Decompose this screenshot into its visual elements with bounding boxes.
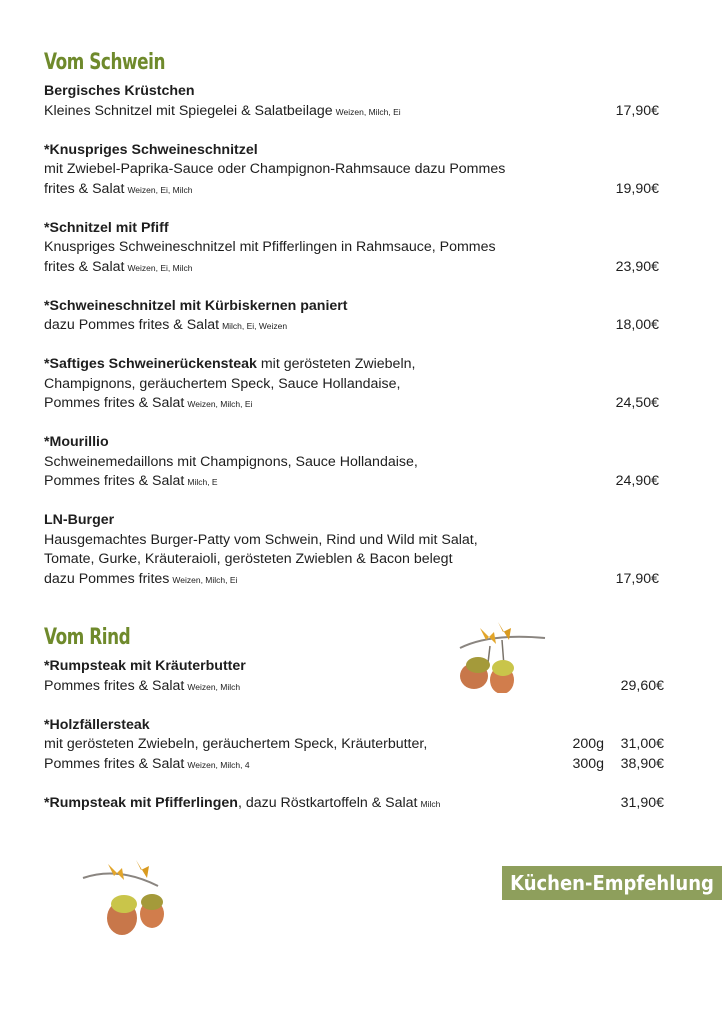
item-price: 17,90€ bbox=[615, 102, 659, 119]
menu-item bbox=[44, 297, 659, 336]
item-description-line bbox=[44, 550, 659, 570]
item-name: Bergisches Krüstchen bbox=[44, 83, 195, 99]
item-name: *Saftiges Schweinerückensteak bbox=[44, 356, 257, 372]
item-description-line bbox=[44, 180, 659, 200]
item-description-line bbox=[44, 531, 659, 551]
menu-item bbox=[44, 433, 659, 492]
item-title-line bbox=[44, 716, 664, 736]
item-allergens: Weizen, Ei, Milch bbox=[127, 184, 193, 195]
item-description-line bbox=[44, 238, 659, 258]
item-description-line bbox=[44, 677, 664, 697]
item-name-tail: mit gerösteten Zwiebeln, bbox=[256, 356, 416, 372]
item-allergens: Weizen, Milch, 4 bbox=[187, 759, 250, 770]
item-allergens: Weizen, Milch bbox=[187, 681, 241, 692]
menu-item bbox=[44, 219, 659, 278]
item-name: *Rumpsteak mit Pfifferlingen bbox=[44, 794, 238, 811]
item-description-line bbox=[44, 258, 659, 278]
item-description-line bbox=[44, 570, 659, 590]
item-description: dazu Pommes frites bbox=[44, 570, 170, 587]
item-title-line bbox=[44, 297, 659, 317]
item-description-line bbox=[44, 755, 664, 775]
item-allergens: Milch, E bbox=[187, 477, 218, 487]
item-price: 17,90€ bbox=[615, 570, 659, 587]
item-description-line bbox=[44, 375, 659, 395]
item-description-line bbox=[44, 160, 659, 180]
item-title-line bbox=[44, 794, 664, 814]
item-price: 31,00€ bbox=[620, 736, 664, 752]
menu-item bbox=[44, 716, 664, 775]
item-name: *Rumpsteak mit Kräuterbutter bbox=[44, 658, 246, 674]
item-price: 38,90€ bbox=[620, 755, 664, 772]
section-heading: Vom Schwein bbox=[44, 50, 166, 75]
menu-item bbox=[44, 794, 664, 814]
item-name: *Mourillio bbox=[44, 434, 109, 450]
item-allergens: Milch bbox=[420, 798, 441, 809]
item-description: Schweinemedaillons mit Champignons, Sauce Hollandaise, bbox=[44, 453, 418, 470]
item-allergens: Weizen, Milch, Ei bbox=[172, 574, 238, 585]
item-description: dazu Pommes frites & Salat bbox=[44, 317, 220, 333]
item-price: 29,60€ bbox=[620, 677, 664, 694]
item-allergens: Weizen, Milch, Ei bbox=[187, 399, 253, 409]
menu-item bbox=[44, 355, 659, 414]
menu-item bbox=[44, 82, 659, 121]
item-description: Champignons, geräuchertem Speck, Sauce Hollandaise, bbox=[44, 375, 401, 392]
item-description-line bbox=[44, 102, 659, 122]
item-price: 31,90€ bbox=[620, 794, 664, 811]
item-description: Pommes frites & Salat bbox=[44, 473, 185, 489]
section-heading: Vom Rind bbox=[44, 625, 131, 650]
item-description: frites & Salat bbox=[44, 180, 125, 197]
acorn-illustration-icon bbox=[78, 856, 188, 941]
item-size: 200g bbox=[572, 736, 604, 752]
item-description: mit gerösteten Zwiebeln, geräuchertem Speck, Kräuterbutter, bbox=[44, 736, 428, 752]
item-price: 24,90€ bbox=[615, 473, 659, 489]
item-description-line bbox=[44, 735, 664, 755]
item-description-line bbox=[44, 472, 659, 492]
item-title-line bbox=[44, 219, 659, 239]
item-allergens: Milch, Ei, Weizen bbox=[222, 321, 288, 331]
item-price: 19,90€ bbox=[615, 180, 659, 197]
item-allergens: Weizen, Milch, Ei bbox=[335, 106, 401, 117]
item-description: Hausgemachtes Burger-Patty vom Schwein, Rind und Wild mit Salat, bbox=[44, 531, 478, 548]
acorn-illustration-icon bbox=[440, 618, 550, 693]
item-description: frites & Salat bbox=[44, 258, 125, 275]
menu-item bbox=[44, 511, 659, 589]
item-title-line bbox=[44, 82, 659, 102]
item-description-line bbox=[44, 453, 659, 473]
item-title-line bbox=[44, 355, 659, 375]
item-description: mit Zwiebel-Paprika-Sauce oder Champignon-Rahmsauce dazu Pommes bbox=[44, 161, 506, 177]
item-description-line bbox=[44, 394, 659, 414]
item-title-line bbox=[44, 511, 659, 531]
item-description-line bbox=[44, 316, 659, 336]
kuechen-empfehlung-badge: Küchen-Empfehlung bbox=[502, 866, 722, 900]
item-name: *Schnitzel mit Pfiff bbox=[44, 219, 169, 236]
item-description: Knuspriges Schweineschnitzel mit Pfifferlingen in Rahmsauce, Pommes bbox=[44, 239, 496, 255]
item-name-tail: , dazu Röstkartoffeln & Salat bbox=[237, 794, 418, 811]
item-allergens: Weizen, Ei, Milch bbox=[127, 262, 193, 273]
item-name: *Knuspriges Schweineschnitzel bbox=[44, 141, 258, 158]
item-size: 300g bbox=[572, 755, 604, 772]
item-description: Kleines Schnitzel mit Spiegelei & Salatbeilage bbox=[44, 102, 333, 119]
item-title-line bbox=[44, 141, 659, 161]
item-title-line bbox=[44, 433, 659, 453]
section-vom-rind bbox=[44, 621, 664, 833]
item-description: Pommes frites & Salat bbox=[44, 677, 185, 694]
item-name: *Schweineschnitzel mit Kürbiskernen paniert bbox=[44, 297, 348, 314]
menu-item bbox=[44, 657, 664, 696]
menu-item bbox=[44, 141, 659, 200]
item-description: Tomate, Gurke, Kräuteraioli, gerösteten Zwieblen & Bacon belegt bbox=[44, 551, 453, 567]
item-price: 18,00€ bbox=[615, 317, 659, 333]
item-description: Pommes frites & Salat bbox=[44, 395, 185, 411]
item-description: Pommes frites & Salat bbox=[44, 755, 185, 772]
item-price: 23,90€ bbox=[615, 258, 659, 275]
item-name: *Holzfällersteak bbox=[44, 716, 150, 733]
section-vom-schwein bbox=[44, 46, 659, 609]
item-price: 24,50€ bbox=[615, 395, 659, 411]
item-title-line bbox=[44, 657, 664, 677]
item-name: LN-Burger bbox=[44, 512, 115, 528]
